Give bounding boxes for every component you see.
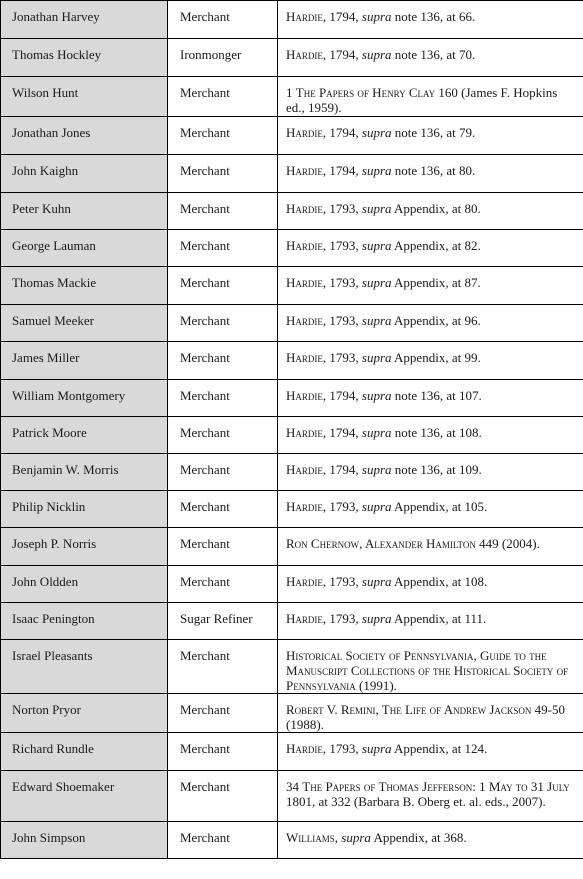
table-row xyxy=(1,305,583,342)
occupation-cell: Merchant xyxy=(168,117,278,155)
occupation-cell: Merchant xyxy=(168,454,278,491)
occupation-cell: Merchant xyxy=(168,1,278,39)
citation-segment: Ron Chernow, Alexander Hamilton xyxy=(286,536,476,551)
occupation-cell: Merchant xyxy=(168,771,278,822)
source-citation-cell xyxy=(278,491,583,528)
person-name-cell: Patrick Moore xyxy=(1,417,168,454)
citation-segment: The Papers of Thomas Jefferson: 1 May to 31 July 1801 xyxy=(286,779,570,809)
citation-segment: Appendix, at 82. xyxy=(391,238,481,253)
occupation-cell: Merchant xyxy=(168,694,278,733)
citation-segment: Hardie xyxy=(286,574,323,589)
table-row xyxy=(1,528,583,566)
occupation-cell: Merchant xyxy=(168,822,278,859)
person-name-cell: Joseph P. Norris xyxy=(1,528,168,566)
occupation-cell: Merchant xyxy=(168,417,278,454)
table-row xyxy=(1,694,583,733)
table-row xyxy=(1,155,583,193)
table-row xyxy=(1,417,583,454)
source-citation-cell xyxy=(278,733,583,771)
occupation-cell: Sugar Refiner xyxy=(168,603,278,640)
source-citation-cell xyxy=(278,603,583,640)
source-citation-cell xyxy=(278,454,583,491)
person-name-cell: Thomas Hockley xyxy=(1,39,168,77)
person-name-cell: George Lauman xyxy=(1,230,168,267)
table-row xyxy=(1,733,583,771)
citation-segment: Appendix, at 105. xyxy=(391,499,488,514)
citation-segment: 1 xyxy=(286,85,296,100)
citation-segment: Hardie xyxy=(286,388,323,403)
source-citation-cell xyxy=(278,77,583,117)
citation-segment: supra xyxy=(361,499,392,514)
table-row xyxy=(1,230,583,267)
person-name-cell: Jonathan Jones xyxy=(1,117,168,155)
table-row xyxy=(1,603,583,640)
person-name-cell: Richard Rundle xyxy=(1,733,168,771)
citation-segment: Appendix, at 108. xyxy=(391,574,488,589)
citation-segment: Appendix, at 96. xyxy=(391,313,481,328)
table-row xyxy=(1,491,583,528)
person-name-cell: Peter Kuhn xyxy=(1,193,168,230)
citation-segment: Hardie xyxy=(286,238,323,253)
occupation-cell: Merchant xyxy=(168,640,278,694)
citation-segment: supra xyxy=(361,275,392,290)
citation-segment: Appendix, at 87. xyxy=(391,275,481,290)
person-name-cell: James Miller xyxy=(1,342,168,380)
source-citation-cell xyxy=(278,230,583,267)
citation-segment: Hardie xyxy=(286,163,323,178)
table-body xyxy=(1,1,583,859)
table-row xyxy=(1,454,583,491)
citation-segment: Hardie xyxy=(286,611,323,626)
citation-segment: supra xyxy=(361,462,392,477)
person-name-cell: John Oldden xyxy=(1,566,168,603)
table-row xyxy=(1,640,583,694)
occupation-cell: Ironmonger xyxy=(168,39,278,77)
table-row xyxy=(1,822,583,859)
source-citation-cell xyxy=(278,193,583,230)
occupation-cell: Merchant xyxy=(168,230,278,267)
occupation-cell: Merchant xyxy=(168,305,278,342)
citation-segment: supra xyxy=(361,313,392,328)
citation-segment: note 136, at 107. xyxy=(391,388,482,403)
citation-segment: 49-50 (1988). xyxy=(286,702,565,732)
citation-segment: , 1793, xyxy=(322,275,362,290)
citation-segment: , 1794, xyxy=(322,47,362,62)
person-name-cell: Samuel Meeker xyxy=(1,305,168,342)
occupation-cell: Merchant xyxy=(168,733,278,771)
source-citation-cell xyxy=(278,1,583,39)
citation-segment: Appendix, at 124. xyxy=(391,741,488,756)
citation-segment: , 1794, xyxy=(322,425,362,440)
citation-segment: , 1793, xyxy=(322,350,362,365)
citation-segment: supra xyxy=(361,611,392,626)
citation-segment: , 1794, xyxy=(322,9,362,24)
table-row xyxy=(1,771,583,822)
table-row xyxy=(1,193,583,230)
table-row xyxy=(1,342,583,380)
citation-segment: 34 xyxy=(286,779,303,794)
citation-segment: , at 332 (Barbara B. Oberg et. al. eds., 2007). xyxy=(312,794,546,809)
person-name-cell: Norton Pryor xyxy=(1,694,168,733)
citation-segment: , 1794, xyxy=(322,462,362,477)
citation-segment: supra xyxy=(361,574,392,589)
person-name-cell: Benjamin W. Morris xyxy=(1,454,168,491)
person-name-cell: Edward Shoemaker xyxy=(1,771,168,822)
source-citation-cell xyxy=(278,305,583,342)
citation-segment: Appendix, at 99. xyxy=(391,350,481,365)
table-row xyxy=(1,566,583,603)
source-citation-cell xyxy=(278,640,583,694)
person-name-cell: Philip Nicklin xyxy=(1,491,168,528)
table-row xyxy=(1,39,583,77)
citation-segment: Hardie xyxy=(286,275,323,290)
citation-segment: Historical Society of Pennsylvania, Guide to the Manuscript Collections of the Historical Society of Pennsylvania xyxy=(286,648,569,693)
citation-segment: Appendix, at 368. xyxy=(370,830,467,845)
citation-segment: Appendix, at 80. xyxy=(391,201,481,216)
person-name-cell: Jonathan Harvey xyxy=(1,1,168,39)
citation-segment: supra xyxy=(361,125,392,140)
citation-segment: , 1794, xyxy=(322,163,362,178)
citation-segment: , 1793, xyxy=(322,574,362,589)
source-citation-cell xyxy=(278,39,583,77)
citation-segment: , 1793, xyxy=(322,499,362,514)
person-name-cell: Isaac Penington xyxy=(1,603,168,640)
citation-segment: , 1793, xyxy=(322,313,362,328)
citation-segment: Hardie xyxy=(286,201,323,216)
citation-segment: supra xyxy=(361,741,392,756)
citation-segment: supra xyxy=(361,388,392,403)
citation-segment: Hardie xyxy=(286,9,323,24)
citation-segment: Hardie xyxy=(286,350,323,365)
citation-segment: , 1793, xyxy=(322,611,362,626)
table-row xyxy=(1,267,583,305)
citation-segment: note 136, at 79. xyxy=(391,125,476,140)
occupation-cell: Merchant xyxy=(168,342,278,380)
source-citation-cell xyxy=(278,822,583,859)
citation-segment: note 136, at 108. xyxy=(391,425,482,440)
citation-segment: supra xyxy=(341,830,371,845)
citation-segment: note 136, at 80. xyxy=(391,163,476,178)
occupation-cell: Merchant xyxy=(168,155,278,193)
citation-segment: supra xyxy=(361,47,392,62)
citation-segment: note 136, at 70. xyxy=(391,47,476,62)
citation-segment: Hardie xyxy=(286,47,323,62)
citation-segment: , 1794, xyxy=(322,125,362,140)
citation-segment: supra xyxy=(361,9,392,24)
citation-segment: Hardie xyxy=(286,462,323,477)
citation-segment: Hardie xyxy=(286,741,323,756)
person-name-cell: Thomas Mackie xyxy=(1,267,168,305)
occupation-cell: Merchant xyxy=(168,491,278,528)
table-row xyxy=(1,1,583,39)
citation-segment: 160 (James F. Hopkins ed., 1959). xyxy=(286,85,558,115)
citation-segment: Robert V. Remini, The Life of Andrew Jackson xyxy=(286,702,532,717)
source-citation-cell xyxy=(278,771,583,822)
source-citation-cell xyxy=(278,267,583,305)
person-name-cell: Wilson Hunt xyxy=(1,77,168,117)
table-row xyxy=(1,77,583,117)
source-citation-cell xyxy=(278,380,583,417)
citation-segment: note 136, at 109. xyxy=(391,462,482,477)
occupation-cell: Merchant xyxy=(168,566,278,603)
occupation-cell: Merchant xyxy=(168,267,278,305)
citation-segment: 449 (2004). xyxy=(475,536,540,551)
citation-segment: Appendix, at 111. xyxy=(391,611,487,626)
citation-segment: Hardie xyxy=(286,125,323,140)
occupation-cell: Merchant xyxy=(168,193,278,230)
source-citation-cell xyxy=(278,694,583,733)
person-name-cell: Israel Pleasants xyxy=(1,640,168,694)
source-citation-cell xyxy=(278,117,583,155)
citation-segment: The Papers of Henry Clay xyxy=(295,85,436,100)
citation-segment: Hardie xyxy=(286,313,323,328)
person-name-cell: John Simpson xyxy=(1,822,168,859)
source-citation-cell xyxy=(278,566,583,603)
citation-segment: , xyxy=(334,830,342,845)
citation-segment: supra xyxy=(361,425,392,440)
citation-segment: , 1793, xyxy=(322,201,362,216)
occupation-cell: Merchant xyxy=(168,77,278,117)
citation-segment: , 1794, xyxy=(322,388,362,403)
source-citation-cell xyxy=(278,155,583,193)
citation-segment: (1991). xyxy=(355,678,397,693)
citation-segment: supra xyxy=(361,201,392,216)
citation-segment: Williams xyxy=(286,830,335,845)
table-row xyxy=(1,380,583,417)
table-row xyxy=(1,117,583,155)
person-name-cell: John Kaighn xyxy=(1,155,168,193)
citation-segment: supra xyxy=(361,350,392,365)
citation-segment: Hardie xyxy=(286,425,323,440)
citation-segment: supra xyxy=(361,163,392,178)
citation-segment: supra xyxy=(361,238,392,253)
source-citation-cell xyxy=(278,342,583,380)
occupation-cell: Merchant xyxy=(168,528,278,566)
citation-segment: Hardie xyxy=(286,499,323,514)
occupation-cell: Merchant xyxy=(168,380,278,417)
citation-segment: note 136, at 66. xyxy=(391,9,476,24)
citation-segment: , 1793, xyxy=(322,238,362,253)
source-citation-cell xyxy=(278,528,583,566)
person-name-cell: William Montgomery xyxy=(1,380,168,417)
citation-segment: , 1793, xyxy=(322,741,362,756)
source-citation-cell xyxy=(278,417,583,454)
